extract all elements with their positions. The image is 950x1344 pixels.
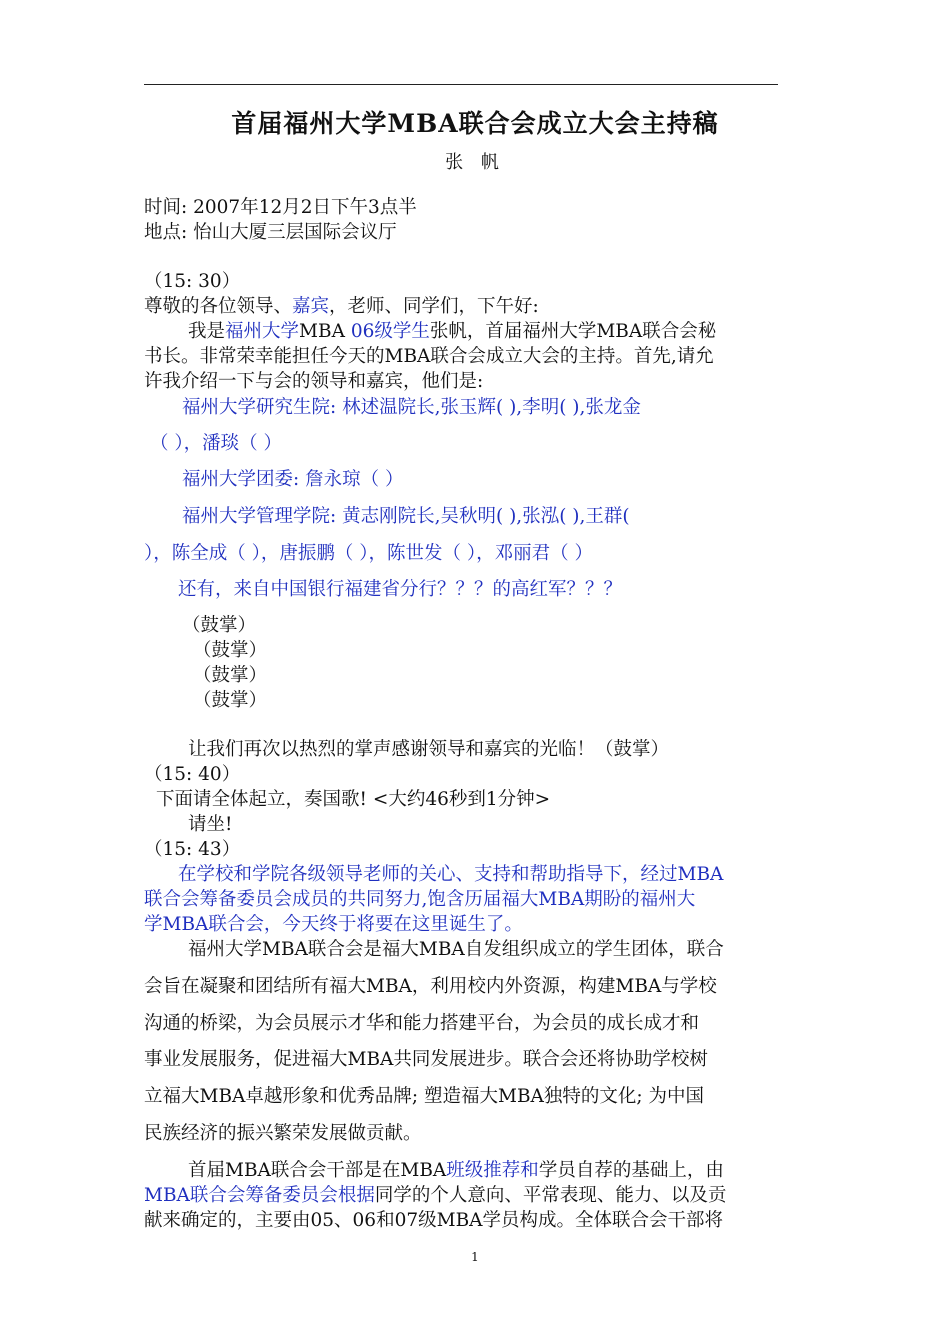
text-line — [144, 838, 240, 862]
page-title: 首届福州大学MBA联合会成立大会主持稿 — [231, 109, 719, 138]
text-line — [188, 1159, 724, 1183]
highlighted-text: 嘉宾 — [292, 296, 330, 317]
text-line — [144, 1048, 708, 1072]
highlighted-text: ），陈全成（ ），唐振鹏（ ），陈世发（ ），邓丽君（ ） — [144, 543, 594, 564]
text-run: 会旨在凝聚和团结所有福大MBA，利用校内外资源，构建MBA与学校 — [144, 976, 717, 997]
text-line — [144, 1012, 699, 1036]
text-line — [193, 639, 267, 663]
text-line — [193, 689, 267, 713]
author-name: 张 帆 — [445, 152, 505, 173]
text-line — [144, 221, 397, 245]
text-run: 同学的个人意向、平常表现、能力、以及贡 — [374, 1185, 727, 1206]
text-line — [144, 196, 417, 220]
text-line — [188, 320, 716, 344]
text-line — [144, 763, 240, 787]
text-run: 民族经济的振兴繁荣发展做贡献。 — [144, 1123, 422, 1144]
text-run: 地点: 怡山大厦三层国际会议厅 — [144, 222, 397, 243]
text-run: 下面请全体起立，奏国歌! <大约46秒到1分钟> — [156, 789, 551, 810]
highlighted-text: 福州大学 — [225, 321, 300, 342]
text-line — [144, 542, 593, 566]
text-run: 献来确定的，主要由05、06和07级MBA学员构成。全体联合会干部将 — [144, 1210, 724, 1231]
text-run: 立福大MBA卓越形象和优秀品牌; 塑造福大MBA独特的文化; 为中国 — [144, 1086, 705, 1107]
text-line — [144, 295, 539, 319]
text-line — [182, 505, 630, 529]
text-run: （15: 43） — [144, 839, 241, 860]
text-line — [178, 578, 622, 602]
text-line — [182, 468, 404, 492]
page-number: 1 — [471, 1250, 479, 1264]
text-line — [150, 432, 282, 456]
text-line — [144, 1184, 726, 1208]
text-run: （鼓掌） — [193, 640, 268, 661]
text-run: 事业发展服务，促进福大MBA共同发展进步。联合会还将协助学校树 — [144, 1049, 708, 1070]
text-line — [144, 975, 717, 999]
text-run: （鼓掌） — [182, 615, 257, 636]
text-run: 福州大学MBA联合会是福大MBA自发组织成立的学生团体，联合 — [188, 939, 724, 960]
text-run: 请坐! — [188, 814, 233, 835]
text-run: 书长。非常荣幸能担任今天的MBA联合会成立大会的主持。首先,请允 — [144, 346, 714, 367]
highlighted-text: 福州大学管理学院: 黄志刚院长,吴秋明( ),张泓( ),王群( — [182, 506, 630, 527]
text-line — [188, 738, 669, 762]
text-line — [193, 664, 267, 688]
highlighted-text: 还有，来自中国银行福建省分行？？？的高红军？？？ — [178, 579, 623, 600]
text-line — [144, 1122, 422, 1146]
highlighted-text: 班级推荐和 — [446, 1160, 539, 1181]
highlighted-text: 在学校和学院各级领导老师的关心、支持和帮助指导下，经过MBA — [178, 864, 724, 885]
text-line — [156, 788, 550, 812]
text-run: 尊敬的各位领导、 — [144, 296, 293, 317]
text-run: （鼓掌） — [193, 665, 268, 686]
text-run: 让我们再次以热烈的掌声感谢领导和嘉宾的光临！（鼓掌） — [188, 739, 670, 760]
text-line — [182, 396, 641, 420]
text-run: 学员自荐的基础上，由 — [538, 1160, 724, 1181]
text-run: （鼓掌） — [193, 690, 268, 711]
highlighted-text: （ ），潘琰（ ） — [150, 433, 283, 454]
text-run: （15: 30） — [144, 271, 241, 292]
text-line — [144, 1209, 723, 1233]
header-rule — [144, 84, 778, 85]
highlighted-text: 06级学生 — [350, 321, 430, 342]
text-run: （15: 40） — [144, 764, 241, 785]
highlighted-text: 福州大学研究生院: 林述温院长,张玉辉( ),李明( ),张龙金 — [182, 397, 641, 418]
text-run: 张帆，首届福州大学MBA联合会秘 — [429, 321, 717, 342]
text-run: 时间: 2007年12月2日下午3点半 — [144, 197, 417, 218]
text-line — [144, 888, 695, 912]
text-run: 首届MBA联合会干部是在MBA — [188, 1160, 447, 1181]
text-line — [178, 863, 723, 887]
text-line — [182, 614, 256, 638]
text-line — [188, 813, 232, 837]
highlighted-text: MBA联合会筹备委员会根据 — [144, 1185, 375, 1206]
text-run: 沟通的桥梁，为会员展示才华和能力搭建平台，为会员的成长成才和 — [144, 1013, 700, 1034]
text-line — [144, 270, 240, 294]
text-run: 我是 — [188, 321, 226, 342]
highlighted-text: 联合会筹备委员会成员的共同努力,饱含历届福大MBA期盼的福州大 — [144, 889, 696, 910]
text-run: 许我介绍一下与会的领导和嘉宾，他们是: — [144, 371, 484, 392]
text-run: ，老师、同学们，下午好: — [329, 296, 539, 317]
text-line — [144, 1085, 704, 1109]
highlighted-text: 福州大学团委: 詹永琼（ ） — [182, 469, 404, 490]
text-line — [144, 345, 714, 369]
text-line — [188, 938, 724, 962]
text-line — [144, 370, 483, 394]
highlighted-text: 学MBA联合会，今天终于将要在这里诞生了。 — [144, 914, 523, 935]
text-run: MBA — [299, 321, 351, 342]
text-line — [144, 913, 523, 937]
